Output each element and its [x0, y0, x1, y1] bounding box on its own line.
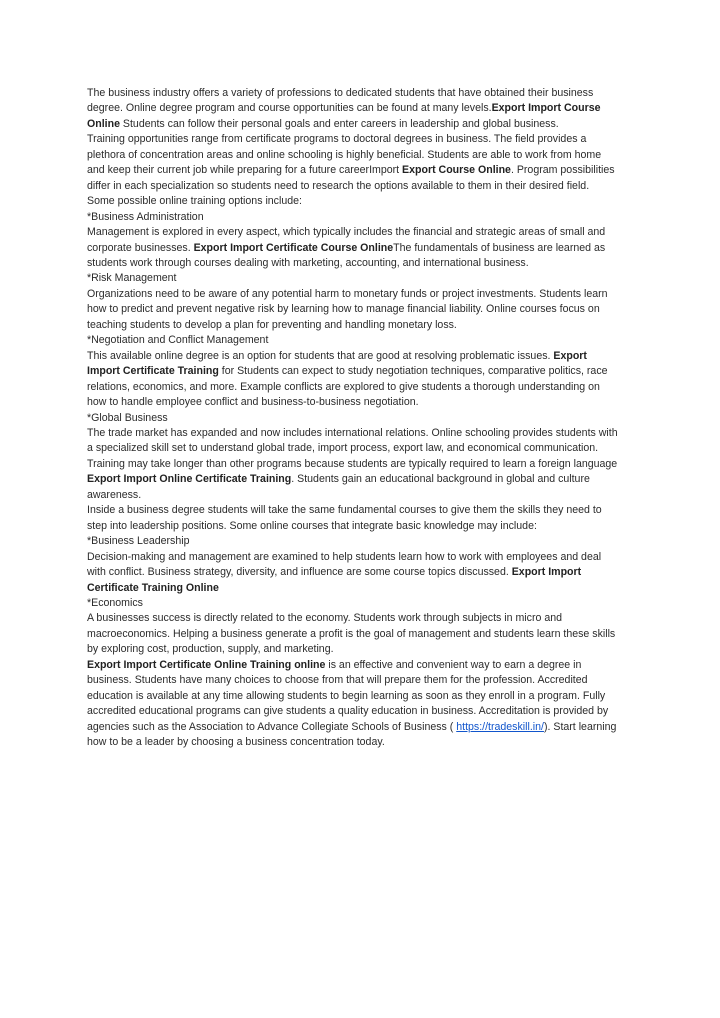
text-line: [87, 704, 637, 719]
text-line: [87, 101, 637, 116]
text-run: plethora of concentration areas and online schooling is highly beneficial. Students are able to work from home: [87, 148, 602, 161]
text-line: [87, 642, 637, 657]
text-run: . Program possibilities: [510, 164, 615, 177]
text-run: ). Start learning: [543, 720, 617, 733]
text-line: [87, 611, 637, 626]
text-line: [87, 163, 637, 178]
text-run: The trade market has expanded and now includes international relations. Online schooling provides students with: [87, 426, 618, 439]
text-run: Inside a business degree students will take the same fundamental courses to give them the skills they need to: [87, 504, 602, 517]
text-run: how to be a leader by choosing a business concentration today.: [87, 736, 385, 749]
text-run: The business industry offers a variety of professions to dedicated students that have obtained their business: [87, 87, 594, 99]
text-line: [87, 488, 637, 503]
text-run: Decision-making and management are examined to help students learn how to work with employees and deal: [87, 550, 602, 563]
text-run: for Students can expect to study negotiation techniques, comparative politics, race: [218, 365, 608, 378]
text-line: [87, 472, 637, 487]
text-run: step into leadership positions. Some online courses that integrate basic knowledge may include:: [87, 519, 537, 532]
text-run: *Economics: [87, 596, 143, 609]
text-line: [87, 519, 637, 534]
text-line: [87, 241, 637, 256]
text-run: differ in each specialization so students need to research the options available to them in their desired field.: [87, 179, 590, 192]
text-line: [87, 349, 637, 364]
text-line: [87, 333, 637, 348]
text-line: [87, 627, 637, 642]
bold-keyword: Export Import: [511, 566, 582, 579]
tradeskill-link[interactable]: https://tradeskill.in/: [456, 720, 544, 733]
bold-keyword: Export Import Course: [491, 102, 601, 115]
text-run: with conflict. Business strategy, diversity, and influence are some course topics discussed.: [87, 566, 512, 579]
text-line: [87, 364, 637, 379]
text-line: [87, 426, 637, 441]
text-line: [87, 673, 637, 688]
bold-keyword: Online: [87, 117, 120, 130]
text-line: [87, 132, 637, 147]
text-line: [87, 179, 637, 194]
text-run: *Business Leadership: [87, 535, 190, 548]
text-run: students work through courses dealing with marketing, accounting, and international business.: [87, 256, 529, 269]
text-line: [87, 550, 637, 565]
text-line: [87, 194, 637, 209]
text-run: macroeconomics. Helping a business generate a profit is the goal of management and students learn these skills: [87, 627, 616, 640]
text-run: a specialized skill set to understand global trade, import process, export law, and economical communication.: [87, 442, 599, 455]
text-line: [87, 271, 637, 286]
text-line: [87, 380, 637, 395]
text-line: [87, 318, 637, 333]
text-run: *Business Administration: [87, 210, 204, 223]
text-run: awareness.: [87, 488, 142, 501]
text-line: [87, 689, 637, 704]
text-run: is an effective and convenient way to earn a degree in: [325, 658, 582, 671]
text-run: This available online degree is an option for students that are good at resolving problematic issues.: [87, 349, 554, 362]
text-line: [87, 441, 637, 456]
text-run: . Students gain an educational background in global and culture: [291, 473, 590, 486]
bold-keyword: Export Course Online: [402, 164, 511, 177]
text-run: and keep their current job while preparing for a future careerImport: [87, 164, 403, 177]
text-line: [87, 581, 637, 596]
text-run: Management is explored in every aspect, which typically includes the financial and strategic areas of small and: [87, 226, 606, 239]
text-run: Some possible online training options include:: [87, 195, 302, 208]
bold-keyword: Certificate Training Online: [87, 581, 219, 594]
text-run: how to handle employee conflict and business-to-business negotiation.: [87, 396, 419, 409]
bold-keyword: Export Import Certificate Online Training online: [87, 658, 326, 671]
text-run: degree. Online degree program and course opportunities can be found at many levels.: [87, 102, 492, 115]
text-run: education is available at any time allowing students to begin learning as soon as they enroll in a program. Fully: [87, 689, 606, 702]
text-run: Students can follow their personal goals and enter careers in leadership and global business.: [119, 117, 559, 130]
text-run: business. Students have many choices to choose from that will prepare them for the profession. Accredited: [87, 674, 588, 687]
text-line: [87, 503, 637, 518]
text-run: Training may take longer than other programs because students are typically required to learn a foreign language: [87, 457, 618, 470]
text-line: [87, 735, 637, 750]
text-run: A businesses success is directly related to the economy. Students work through subjects in micro and: [87, 612, 562, 625]
text-line: [87, 534, 637, 549]
bold-keyword: Export Import Certificate Course Online: [193, 241, 394, 254]
bold-keyword: Export Import Online Certificate Training: [87, 473, 292, 486]
text-line: [87, 658, 637, 673]
text-line: [87, 117, 637, 132]
text-run: *Negotiation and Conflict Management: [87, 334, 269, 347]
text-run: *Risk Management: [87, 272, 177, 285]
text-line: [87, 86, 637, 101]
text-run: agencies such as the Association to Advance Collegiate Schools of Business (: [87, 720, 457, 733]
text-line: [87, 148, 637, 163]
text-run: corporate businesses.: [87, 241, 194, 254]
text-line: [87, 395, 637, 410]
text-run: Organizations need to be aware of any potential harm to monetary funds or project investments. Students learn: [87, 287, 608, 300]
text-line: [87, 457, 637, 472]
text-run: how to predict and prevent negative risk by learning how to manage financial liability. Online courses focus on: [87, 303, 600, 316]
text-run: by exploring cost, production, supply, and marketing.: [87, 643, 334, 656]
text-run: accredited educational programs can give students a quality education in business. Accreditation is provided by: [87, 705, 609, 718]
text-line: [87, 256, 637, 271]
text-line: [87, 411, 637, 426]
bold-keyword: Export: [553, 349, 587, 362]
text-run: Training opportunities range from certificate programs to doctoral degrees in business. The field provides a: [87, 133, 587, 146]
text-line: [87, 720, 637, 735]
text-run: relations, economics, and more. Example conflicts are explored to give students a thorough understanding on: [87, 380, 600, 393]
text-line: [87, 287, 637, 302]
text-run: *Global Business: [87, 411, 168, 424]
text-line: [87, 225, 637, 240]
text-line: [87, 596, 637, 611]
text-line: [87, 210, 637, 225]
document-body: [87, 86, 637, 750]
text-run: teaching students to develop a plan for preventing and handling monetary loss.: [87, 318, 457, 331]
text-run: The fundamentals of business are learned as: [393, 241, 606, 254]
bold-keyword: Import Certificate Training: [87, 365, 219, 378]
text-line: [87, 565, 637, 580]
text-line: [87, 302, 637, 317]
